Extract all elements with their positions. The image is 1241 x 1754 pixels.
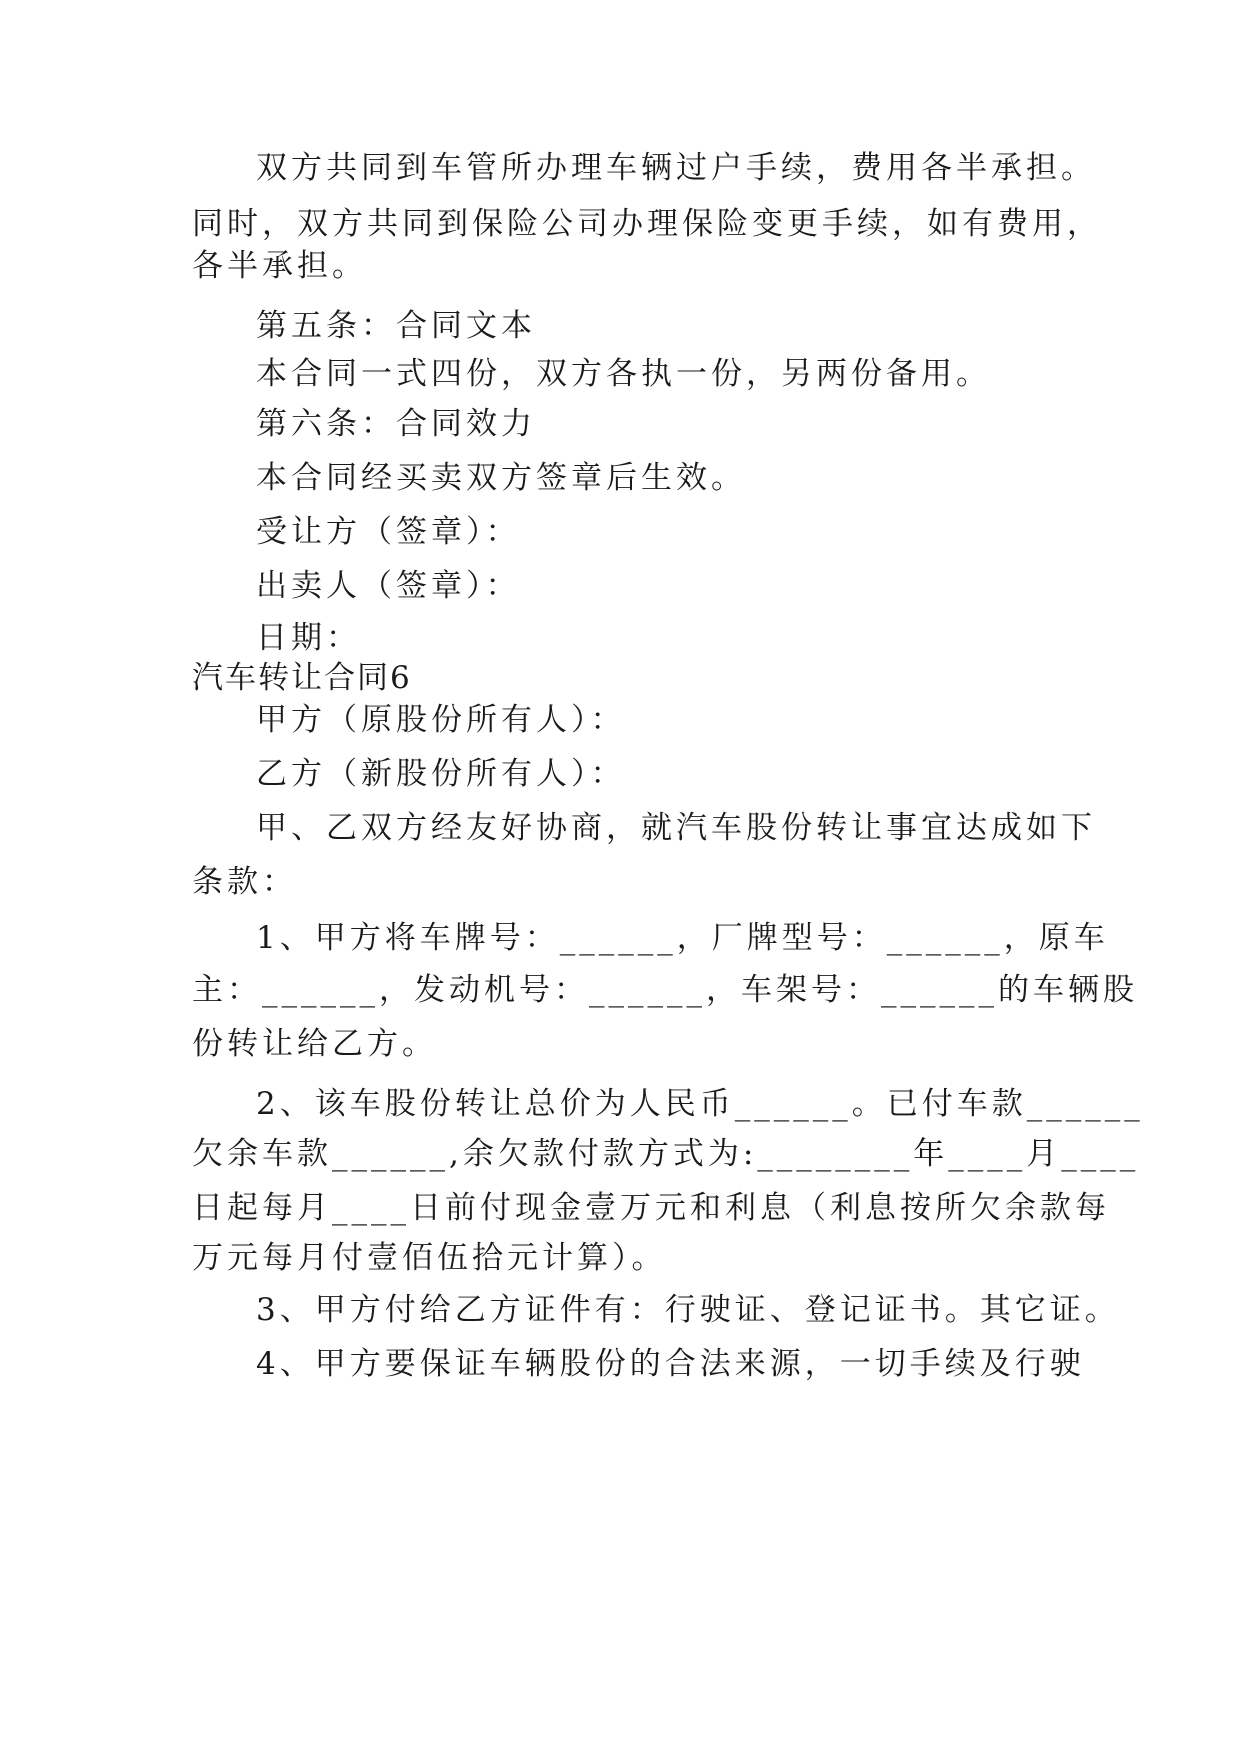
- text-line: 甲方（原股份所有人）：: [256, 702, 626, 738]
- text-line: 3、甲方付给乙方证件有：行驶证、登记证书。其它证。: [256, 1292, 1120, 1328]
- text-line: 1、甲方将车牌号：______，厂牌型号：______，原车: [256, 920, 1109, 956]
- text-line: 同时，双方共同到保险公司办理保险变更手续，如有费用，: [192, 206, 1102, 242]
- text-line: 份转让给乙方。: [192, 1026, 437, 1062]
- text-line: 4、甲方要保证车辆股份的合法来源，一切手续及行驶: [256, 1346, 1085, 1382]
- text-line: 日期：: [256, 620, 361, 656]
- text-line: 条款：: [192, 864, 297, 900]
- text-line: 受让方（签章）：: [256, 514, 521, 550]
- text-line: 日起每月____日前付现金壹万元和利息（利息按所欠余款每: [192, 1190, 1110, 1226]
- text-line: 甲、乙双方经友好协商，就汽车股份转让事宜达成如下: [256, 810, 1096, 846]
- text-line: 第六条：合同效力: [256, 406, 536, 442]
- section-heading: 汽车转让合同6: [192, 660, 412, 696]
- text-line: 本合同一式四份，双方各执一份，另两份备用。: [256, 356, 991, 392]
- text-line: 第五条：合同文本: [256, 308, 536, 344]
- text-line: 出卖人（签章）：: [256, 568, 521, 604]
- text-line: 欠余车款______,余欠款付款方式为:________年____月____: [192, 1136, 1140, 1172]
- text-line: 各半承担。: [192, 248, 367, 284]
- text-line: 2、该车股份转让总价为人民币______。已付车款______: [256, 1086, 1144, 1122]
- text-line: 双方共同到车管所办理车辆过户手续，费用各半承担。: [256, 150, 1096, 186]
- text-line: 万元每月付壹佰伍拾元计算）。: [192, 1240, 667, 1276]
- text-line: 主：______，发动机号：______，车架号：______的车辆股: [192, 972, 1138, 1008]
- text-line: 本合同经买卖双方签章后生效。: [256, 460, 746, 496]
- text-line: 乙方（新股份所有人）：: [256, 756, 626, 792]
